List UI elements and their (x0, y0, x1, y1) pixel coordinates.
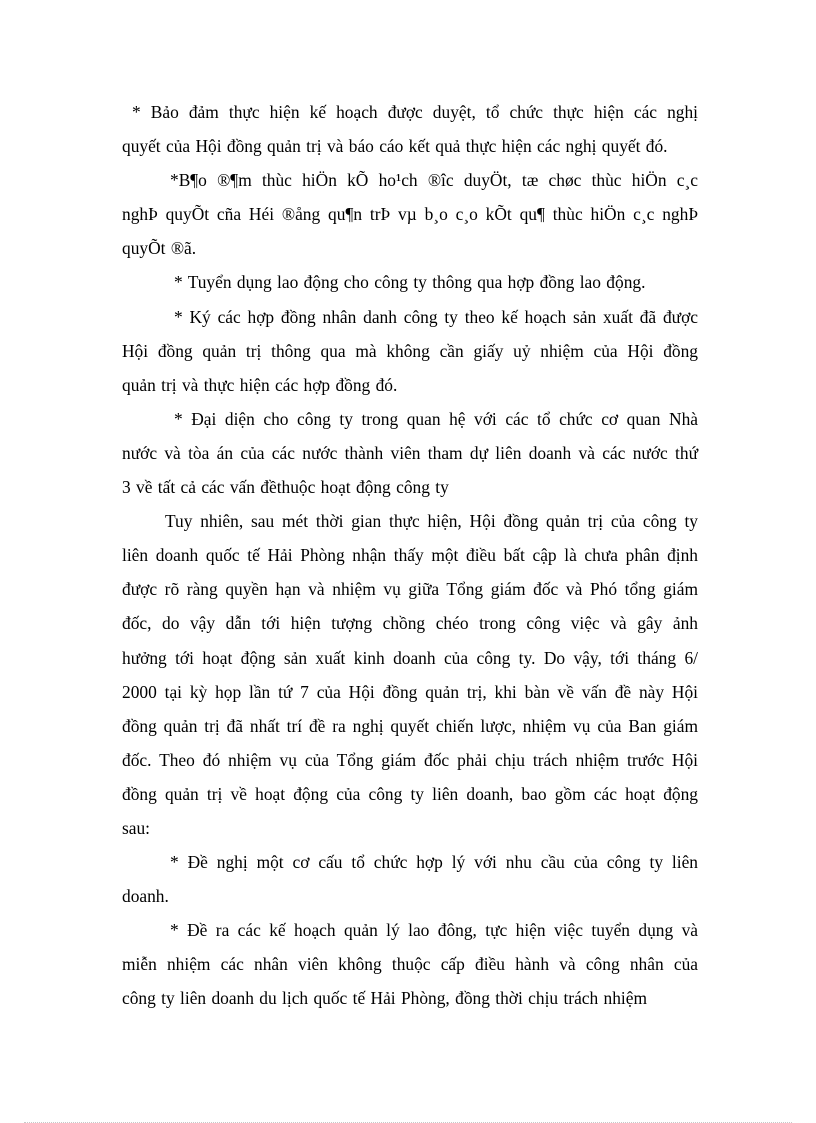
text-line: đồng quản trị đã nhất trí đề ra nghị quyết chiến lược, nhiệm vụ của Ban giám (122, 715, 698, 736)
text-line: liên doanh quốc tế Hải Phòng nhận thấy một điều bất cập là chưa phân định (122, 545, 698, 566)
text-line: đồng quản trị về hoạt động của công ty liên doanh, bao gồm các hoạt động (122, 783, 698, 804)
paragraph (122, 300, 698, 402)
text-line: công ty liên doanh du lịch quốc tế Hải Phòng, đồng thời chịu trách nhiệm (122, 988, 648, 1009)
paragraph (122, 95, 698, 163)
paragraph (122, 402, 698, 504)
text-line: miễn nhiệm các nhân viên không thuộc cấp điều hành và công nhân của (122, 954, 698, 975)
text-line: quyÕt ®ã. (122, 238, 197, 259)
text-line: * Ký các hợp đồng nhân danh công ty theo kế hoạch sản xuất đã được (174, 306, 698, 327)
text-line: 2000 tại kỳ họp lần tứ 7 của Hội đồng quản trị, khi bàn về vấn đề này Hội (122, 681, 698, 702)
paragraph (122, 845, 698, 913)
text-line: sau: (122, 817, 151, 838)
text-line: đốc, do vậy dẫn tới hiện tượng chồng chéo trong công việc và gây ảnh (122, 613, 698, 634)
text-line: quyết của Hội đồng quản trị và báo cáo kết quả thực hiện các nghị quyết đó. (122, 136, 668, 157)
text-line: nước và tòa án của các nước thành viên tham dự liên doanh và các nước thứ (122, 442, 698, 463)
text-line: * Đại diện cho công ty trong quan hệ với các tổ chức cơ quan Nhà (174, 408, 698, 429)
paragraph (122, 913, 698, 1015)
text-line: Hội đồng quản trị thông qua mà không cần giấy uỷ nhiệm của Hội đồng (122, 340, 698, 361)
text-line: *B¶o ®¶m thùc hiÖn kÕ ho¹ch ®îc duyÖt, tæ chøc thùc hiÖn c¸c (170, 170, 698, 191)
text-line: doanh. (122, 886, 169, 907)
text-line: Tuy nhiên, sau mét thời gian thực hiện, Hội đồng quản trị của công ty (165, 511, 698, 532)
text-line: * Đề nghị một cơ cấu tổ chức hợp lý với nhu cầu của công ty liên (170, 852, 698, 873)
text-line: quản trị và thực hiện các hợp đồng đó. (122, 374, 398, 395)
text-line: được rõ ràng quyền hạn và nhiệm vụ giữa Tổng giám đốc và Phó tổng giám (122, 579, 698, 600)
paragraph (122, 163, 698, 265)
text-line: đốc. Theo đó nhiệm vụ của Tổng giám đốc phải chịu trách nhiệm trước Hội (122, 749, 698, 770)
text-line: * Đề ra các kế hoạch quản lý lao đông, tực hiện việc tuyển dụng và (170, 920, 698, 941)
text-line: * Tuyển dụng lao động cho công ty thông qua hợp đồng lao động. (174, 272, 646, 293)
text-line: hưởng tới hoạt động sản xuất kinh doanh của công ty. Do vậy, tới tháng 6/ (122, 647, 698, 668)
text-line: 3 về tất cả các vấn đềthuộc hoạt động công ty (122, 477, 449, 498)
paragraph (122, 504, 698, 845)
document-body (122, 95, 698, 1016)
text-line: * Bảo đảm thực hiện kế hoạch được duyệt, tổ chức thực hiện các nghị (132, 102, 698, 122)
paragraph (122, 265, 698, 299)
text-line: nghÞ quyÕt cña Héi ®ång qu¶n trÞ vµ b¸o c¸o kÕt qu¶ thùc hiÖn c¸c nghÞ (122, 204, 698, 225)
